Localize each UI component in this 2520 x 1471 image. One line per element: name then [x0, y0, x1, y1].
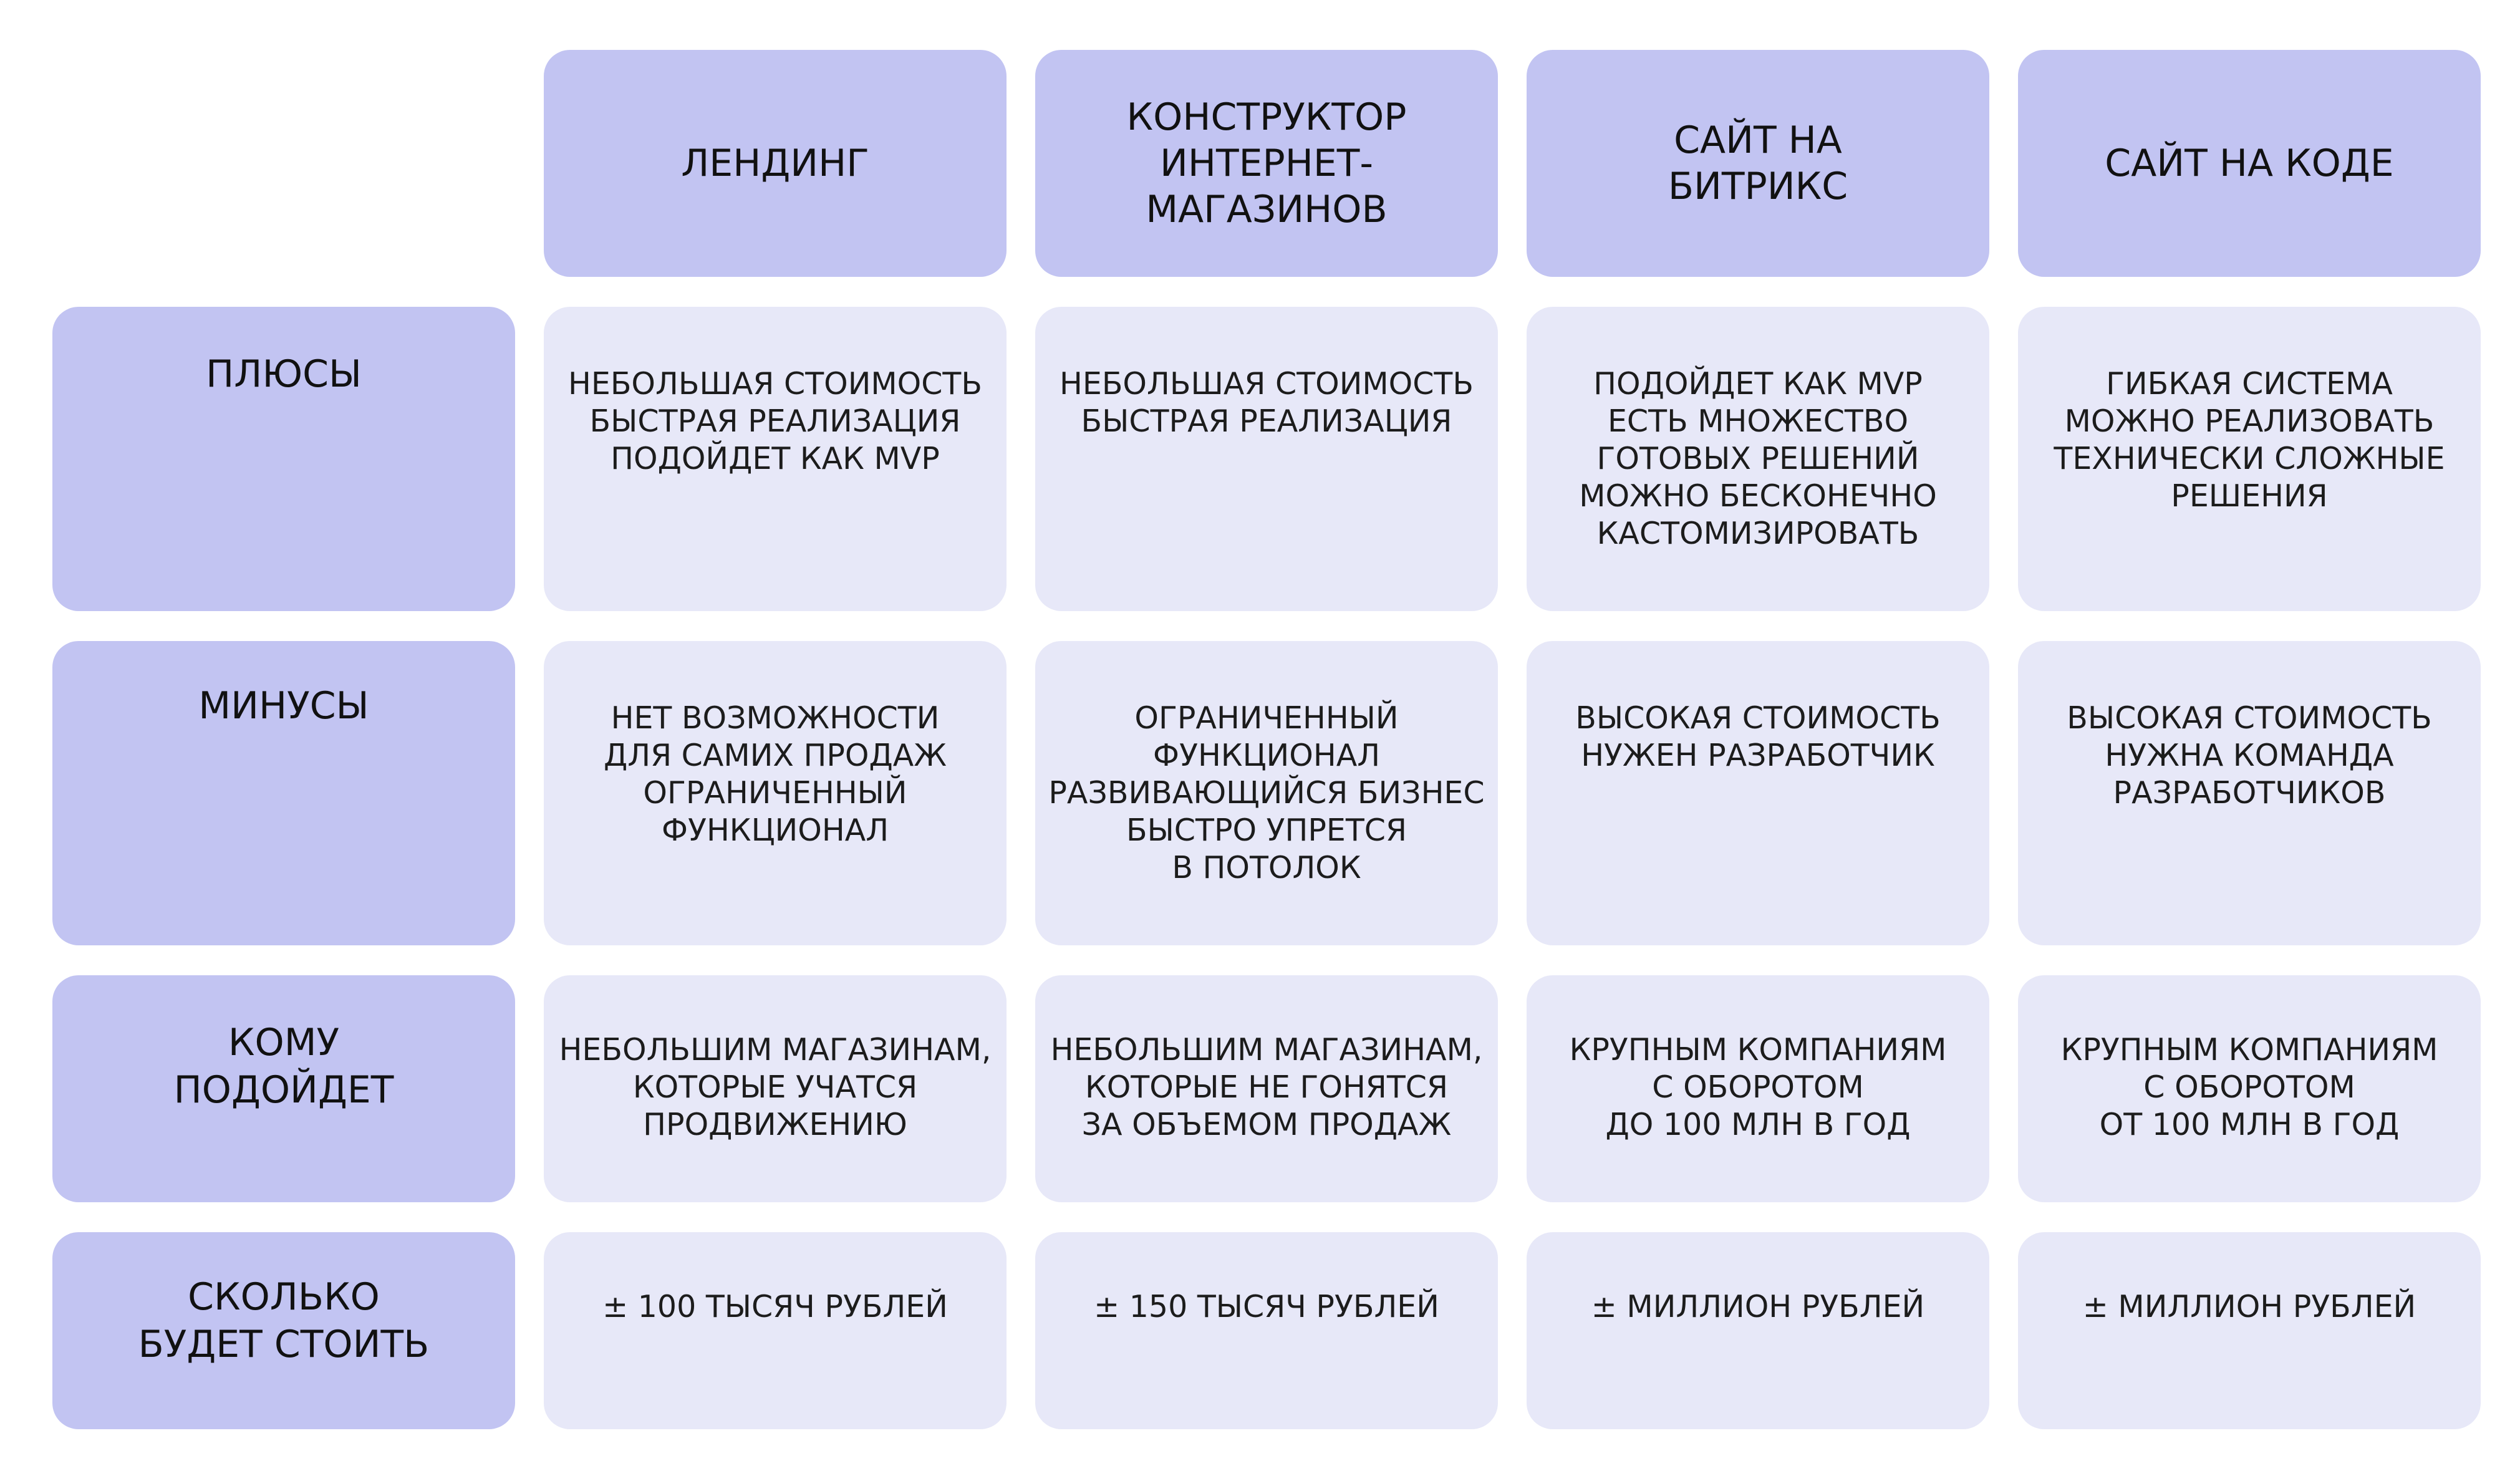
cell-line: МОЖНО РЕАЛИЗОВАТЬ — [2064, 403, 2435, 439]
row-header-line: ПЛЮСЫ — [206, 352, 362, 396]
cell-cons-bitrix — [1527, 641, 1989, 945]
header-line: ИНТЕРНЕТ- — [1159, 142, 1374, 185]
cell-line: ТЕХНИЧЕСКИ СЛОЖНЫЕ — [2054, 441, 2445, 476]
header-line: КОНСТРУКТОР — [1126, 95, 1407, 139]
cell-line: ОГРАНИЧЕННЫЙ — [643, 775, 907, 811]
cell-line: ЗА ОБЪЕМОМ ПРОДАЖ — [1081, 1107, 1452, 1142]
header-line: МАГАЗИНОВ — [1146, 188, 1388, 231]
cell-cost-landing — [544, 1232, 1007, 1429]
header-line: ЛЕНДИНГ — [681, 142, 869, 185]
cell-line: С ОБОРОТОМ — [1652, 1069, 1864, 1105]
header-line: САЙТ НА — [1674, 118, 1842, 162]
cell-line: БЫСТРО УПРЕТСЯ — [1126, 813, 1407, 848]
column-header-bitrix — [1527, 50, 1989, 277]
cell-line: НЕБОЛЬШАЯ СТОИМОСТЬ — [1060, 366, 1474, 402]
cell-line: КАСТОМИЗИРОВАТЬ — [1596, 516, 1919, 551]
cell-line: ОТ 100 МЛН В ГОД — [2099, 1107, 2400, 1142]
cell-line: ДО 100 МЛН В ГОД — [1605, 1107, 1911, 1142]
row-header-line: ПОДОЙДЕТ — [173, 1068, 394, 1112]
cell-line: ПОДОЙДЕТ КАК MVP — [611, 441, 940, 476]
row-header-pros — [52, 307, 515, 611]
cell-cons-custom-code — [2018, 641, 2481, 945]
cell-line: КРУПНЫМ КОМПАНИЯМ — [2060, 1032, 2438, 1068]
cell-line: ВЫСОКАЯ СТОИМОСТЬ — [2067, 700, 2432, 736]
cell-line: ± 100 ТЫСЯЧ РУБЛЕЙ — [602, 1289, 948, 1324]
cell-suitable-store-builder — [1035, 975, 1498, 1202]
row-header-cost — [52, 1232, 515, 1429]
cell-suitable-bitrix — [1527, 975, 1989, 1202]
column-header-custom-code — [2018, 50, 2481, 277]
cell-line: РЕШЕНИЯ — [2171, 478, 2328, 514]
cell-line: НЕБОЛЬШИМ МАГАЗИНАМ, — [1050, 1032, 1483, 1068]
cell-line: КРУПНЫМ КОМПАНИЯМ — [1569, 1032, 1947, 1068]
row-header-line: МИНУСЫ — [198, 684, 369, 728]
cell-line: ГОТОВЫХ РЕШЕНИЙ — [1596, 441, 1919, 476]
cell-line: ФУНКЦИОНАЛ — [1152, 738, 1381, 773]
cell-line: БЫСТРАЯ РЕАЛИЗАЦИЯ — [1081, 403, 1452, 439]
cell-line: ПОДОЙДЕТ КАК MVP — [1593, 366, 1923, 402]
row-header-cons — [52, 641, 515, 945]
cell-line: НЕБОЛЬШИМ МАГАЗИНАМ, — [559, 1032, 992, 1068]
cell-line: ЕСТЬ МНОЖЕСТВО — [1607, 403, 1909, 439]
cell-pros-store-builder — [1035, 307, 1498, 611]
cell-cons-landing — [544, 641, 1007, 945]
cell-line: В ПОТОЛОК — [1172, 850, 1361, 885]
header-line: САЙТ НА КОДЕ — [2105, 142, 2394, 185]
cell-pros-custom-code — [2018, 307, 2481, 611]
cell-line: НУЖНА КОМАНДА — [2105, 738, 2394, 773]
cell-cons-store-builder — [1035, 641, 1498, 945]
row-header-line: БУДЕТ СТОИТЬ — [138, 1323, 430, 1366]
cell-line: РАЗВИВАЮЩИЙСЯ БИЗНЕС — [1048, 775, 1485, 811]
header-line: БИТРИКС — [1668, 165, 1848, 208]
cell-line: КОТОРЫЕ НЕ ГОНЯТСЯ — [1084, 1069, 1449, 1105]
column-header-store-builder — [1035, 50, 1498, 277]
cell-pros-bitrix — [1527, 307, 1989, 611]
cell-line: С ОБОРОТОМ — [2143, 1069, 2355, 1105]
cell-line: НЕТ ВОЗМОЖНОСТИ — [611, 700, 940, 736]
cell-line: НЕБОЛЬШАЯ СТОИМОСТЬ — [568, 366, 982, 402]
cell-line: ПРОДВИЖЕНИЮ — [643, 1107, 907, 1142]
column-header-landing — [544, 50, 1007, 277]
cell-line: МОЖНО БЕСКОНЕЧНО — [1579, 478, 1937, 514]
cell-line: ВЫСОКАЯ СТОИМОСТЬ — [1575, 700, 1941, 736]
cell-cost-custom-code — [2018, 1232, 2481, 1429]
cell-line: ± МИЛЛИОН РУБЛЕЙ — [2082, 1289, 2416, 1324]
row-header-suitable-for — [52, 975, 515, 1202]
cell-line: ДЛЯ САМИХ ПРОДАЖ — [603, 738, 947, 773]
cell-pros-landing — [544, 307, 1007, 611]
cell-suitable-landing — [544, 975, 1007, 1202]
row-header-line: КОМУ — [228, 1021, 340, 1064]
cell-line: КОТОРЫЕ УЧАТСЯ — [632, 1069, 918, 1105]
cell-cost-bitrix — [1527, 1232, 1989, 1429]
cell-line: БЫСТРАЯ РЕАЛИЗАЦИЯ — [589, 403, 961, 439]
cell-line: ФУНКЦИОНАЛ — [661, 813, 889, 848]
cell-line: РАЗРАБОТЧИКОВ — [2113, 775, 2386, 811]
table-corner — [52, 50, 515, 277]
comparison-table — [52, 50, 2482, 1428]
cell-line: ГИБКАЯ СИСТЕМА — [2106, 366, 2393, 402]
cell-line: ОГРАНИЧЕННЫЙ — [1134, 700, 1399, 736]
cell-line: НУЖЕН РАЗРАБОТЧИК — [1581, 738, 1935, 773]
row-header-line: СКОЛЬКО — [188, 1275, 380, 1319]
cell-cost-store-builder — [1035, 1232, 1498, 1429]
cell-line: ± МИЛЛИОН РУБЛЕЙ — [1591, 1289, 1925, 1324]
cell-line: ± 150 ТЫСЯЧ РУБЛЕЙ — [1094, 1289, 1439, 1324]
cell-suitable-custom-code — [2018, 975, 2481, 1202]
